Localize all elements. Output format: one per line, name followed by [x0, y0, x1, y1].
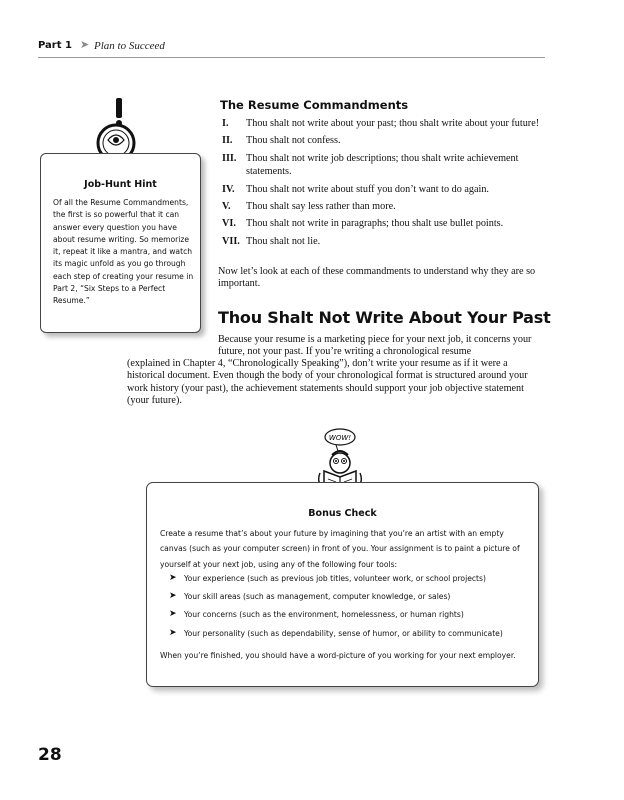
- commandments-intro: Now let’s look at each of these commandments to understand why they are so important.: [218, 266, 536, 290]
- hint-title: Job-Hunt Hint: [84, 179, 157, 190]
- commandment-text: Thou shalt not write about your past; thou shalt write about your future!: [246, 118, 540, 129]
- arrow-bullet-icon: ➤: [169, 573, 177, 583]
- commandment-text: Thou shalt not write in paragraphs; thou shalt use bullet points.: [246, 218, 504, 230]
- commandment-item: [220, 200, 550, 213]
- commandments-list: [220, 117, 550, 252]
- bonus-title: Bonus Check: [308, 508, 377, 519]
- bonus-item-text: Your personality (such as dependability, sense of humor, or ability to communicate): [184, 628, 503, 638]
- bonus-tools-list: [169, 571, 529, 644]
- commandment-item: [220, 235, 550, 248]
- page-number: 28: [38, 745, 62, 765]
- bonus-item-text: Your experience (such as previous job titles, volunteer work, or school projects): [184, 574, 486, 583]
- bonus-outro: When you’re finished, you should have a word-picture of you working for your next employer.: [160, 651, 516, 660]
- bonus-list-item: [169, 571, 529, 586]
- commandment-number: IV.: [222, 183, 235, 195]
- bonus-intro: Create a resume that’s about your future by imagining that you’re an artist with an empty canvas (such as your computer screen) in front of you. Your assignment is to paint a picture of yourself at your next job, using any of the following four tools:: [160, 529, 520, 569]
- section-heading: Thou Shalt Not Write About Your Past: [218, 308, 551, 327]
- commandments-title: The Resume Commandments: [220, 98, 409, 112]
- commandment-number: II.: [222, 135, 233, 147]
- commandment-number: I.: [222, 118, 229, 129]
- commandment-item: [220, 117, 550, 130]
- commandment-text: Thou shalt say less rather than more.: [246, 201, 396, 213]
- wow-text: WOW!: [328, 434, 352, 442]
- job-hunt-hint-box: [40, 153, 201, 333]
- body-paragraph-rest: (explained in Chapter 4, “Chronologically Speaking”), don’t write your resume as if it were a historical document. Even though the body of your chronological format is structured around your work history (your past), the achievement statements should support your job objective statement (your future).: [127, 358, 528, 406]
- part-label: Part 1: [38, 40, 72, 51]
- hint-text: Of all the Resume Commandments, the first is so powerful that it can answer every question you have about resume writing. So memorize it, repeat it like a mantra, and watch its magic unfold as you go through each step of creating your resume in Part 2, “Six Steps to a Perfect Resume.”: [53, 198, 194, 306]
- commandment-text: Thou shalt not confess.: [246, 135, 341, 147]
- header-rule: [38, 57, 545, 58]
- bonus-list-item: [169, 626, 529, 641]
- commandment-item: [220, 217, 550, 230]
- running-header: [38, 38, 544, 58]
- commandment-number: VI.: [222, 218, 236, 230]
- bonus-list-item: [169, 607, 529, 622]
- commandment-item: [220, 183, 550, 196]
- commandment-text: Thou shalt not write about stuff you don’t want to do again.: [246, 183, 489, 195]
- commandment-text: Thou shalt not write job descriptions; thou shalt write achievement statements.: [246, 152, 519, 178]
- commandment-number: III.: [222, 152, 237, 164]
- chapter-title: Plan to Succeed: [94, 40, 165, 52]
- commandment-item: [220, 152, 550, 179]
- commandment-number: V.: [222, 201, 231, 213]
- bonus-list-item: [169, 589, 529, 604]
- header-arrow-icon: ➤: [80, 38, 90, 51]
- commandment-text: Thou shalt not lie.: [246, 235, 321, 247]
- arrow-bullet-icon: ➤: [169, 591, 177, 602]
- arrow-bullet-icon: ➤: [169, 609, 177, 620]
- bonus-check-box: [146, 482, 539, 687]
- commandment-item: [220, 134, 550, 147]
- body-paragraph-start: Because your resume is a marketing piece for your next job, it concerns your future, not your past. If you’re writing a chronological resume: [218, 334, 532, 358]
- bonus-item-text: Your concerns (such as the environment, homelessness, or human rights): [184, 610, 464, 620]
- arrow-bullet-icon: ➤: [169, 627, 177, 638]
- bonus-item-text: Your skill areas (such as management, computer knowledge, or sales): [184, 592, 451, 602]
- commandment-number: VII.: [222, 235, 240, 247]
